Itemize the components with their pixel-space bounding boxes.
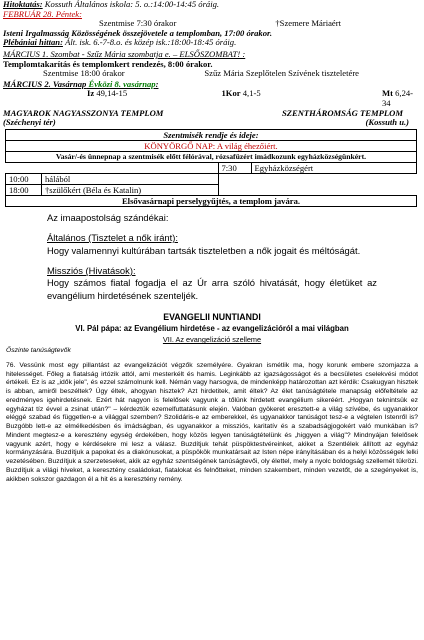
feb-28-mass-intention: †Szemere Máriaért (275, 18, 341, 29)
konyorgo-nap: KÖNYÖRGŐ NAP: A világ éhezőiért. (6, 140, 417, 151)
evangelii-subheading: Őszinte tanúságtevők (6, 347, 71, 355)
prayer-intentions (0, 212, 424, 302)
reading-3: Mt 6,24-34 (382, 88, 414, 108)
reading-1: Iz 49,14-15 (87, 88, 128, 99)
mission-intention-text: Hogy számos fiatal fogadja el az Úr arra szóló hivatását, hogy életüket az evangélium hirdetésének szenteljék. (47, 277, 377, 301)
feb-28-mass-time: Szentmise 7:30 órakor (99, 18, 177, 29)
schedule-title: Szentmisék rendje és ideje: (6, 129, 417, 140)
intentions-heading: Az imaapostolság szándékai: (47, 211, 169, 223)
church-left-location: (Széchenyi tér) (3, 117, 56, 128)
marc-2-title: MÁRCIUS 2. Vasárnap Évközi 8. vasárnap: (3, 78, 159, 89)
church-left-name: MAGYAROK NAGYASSZONYA TEMPLOM (3, 107, 164, 118)
hitoktatas-text: Kossuth Általános iskola: 5. o.:14:00-14:45 óráig. (42, 0, 220, 9)
schedule-time: 10:00 (6, 173, 42, 184)
general-intention-text: Hogy valamennyi kultúrában tartsák tiszteletben a nők jogait és méltóságát. (47, 244, 361, 256)
church-locations (3, 118, 421, 128)
evangelii-section (0, 311, 424, 484)
marc-2-sunday: Évközi 8. vasárnap (88, 78, 156, 89)
evangelii-subtitle: VI. Pál pápa: az Evangélium hirdetése - az evangelizációról a mai világban (75, 324, 349, 334)
reading-2: 1Kor 4,1-5 (221, 88, 261, 99)
mission-intention-title: Missziós (Hivatások): (47, 264, 136, 276)
schedule-footer: Elsővasárnapi perselygyűjtés, a templom javára. (6, 195, 417, 206)
announcements-header (0, 0, 424, 128)
general-intention-title: Általános (Tisztelet a nők iránt): (47, 232, 178, 244)
templomtakaritas: Templomtakarítás és templomkert rendezés, 8:00 órakor. (3, 58, 213, 69)
church-right-location: (Kossuth u.) (365, 117, 409, 128)
church-right-name: SZENTHÁROMSÁG TEMPLOM (281, 107, 403, 118)
isteni-irgalmassag: Isteni Irgalmasság Közösségének összejövetele a templomban, 17:00 órakor. (3, 27, 273, 38)
plebaniai-text: Ált. isk. 6.-7-8.o. és közép isk.:18:00-18:45 óráig. (62, 37, 237, 48)
mass-schedule-table (5, 129, 417, 207)
schedule-intention: †szülőkért (Béla és Katalin) (42, 184, 219, 195)
schedule-intention: Egyházközségért (251, 162, 417, 173)
readings (3, 89, 421, 108)
schedule-intention: hálából (42, 173, 219, 184)
schedule-row (6, 173, 417, 184)
vasarnap-note: Vasár/-és ünnepnap a szentmisék előtt félórával, rózsafüzért imádkozunk egyházközségünkért. (6, 151, 417, 162)
plebaniai-line (3, 38, 421, 48)
schedule-time: 18:00 (6, 184, 42, 195)
plebaniai-label: Plébániai hittan: (3, 37, 63, 48)
evangelii-body: 76. Vessünk most egy pillantást az evangelizációt végzők személyére. Gyakran ismétlik ma, hogy korunk embere szomjazza a hitelességet. Főleg a fiatalság irtózik attól, ami mesterkélt és hamis. Leginkább az igazságosságot és a becsületes cselekvési módot értékeli. Ez is az „idők jele", és ezzel számolnunk kell. Némán vagy harsogva, de mindenképp határozottan azt kérdik: Csakugyan hisztek is abban, amiről beszéltek? Úgy éltek, ahogyan hisztek? Azt hirdetitek, amit éltek? Az élet tanúságtétele manapság előfeltétele az eredményes igehirdetésnek. Ezért hát nagyon is felelősek vagyunk a tőlünk hirdetett evangélium sikeréért. „Hogyan teknintsük ez egyházat tíz évvel a zsinat után?" – kérdeztük ezemelfuttatásunk elején. Valóban gyökeret eresztett-e a világ szívébe, és ugyanakkor eléggé szabad és független-e a világgal szemben? Szolidáris-e az emberekkel, és ugyanakkor tanúságot tesz-e a végtelen Istenről is? Buzgóbb lett-e az elmélkedésben és imádságban, és ugyanakkor a missziós, karitatív és a szabadságjogokért való munkában is? Mindent megtesz-e a keresztény egység érdekében, hogy közös legyen tanúságtételünk és „higgyen a világ"? Mindnyájan felelősek vagyunk azért, hogy e kérdésekre mi lesz a válasz. Buzdítjuk tehát püspöktestvéreinket, akiket a Szentlélek állított az egyház kormányzására. Buzdítjuk a papokat és a diakónusokat, a püspökök munkatársait az Isten népe irányításában és a helyi közösségek lelki vezetésében. Buzdítjuk a szerzeteseket, akik az egyház szentségének tanúságtevői, oly élettel, mely a nyolc boldogság szellemét tükrözi. Buzdítjuk a világi híveket, a keresztény családokat, fiatalokat és felnőtteket, minden szakembert, minden vezetőt, de a szegényeket is, akikben sokszor gazdagon él a hit és a keresztény remény. (6, 361, 418, 483)
evangelii-title: EVANGELII NUNTIANDI (163, 312, 261, 323)
marc-1-mass-intention: Szűz Mária Szeplőtelen Szívének tiszteletére (204, 68, 359, 79)
hitoktatas-label: Hitoktatás: (3, 0, 43, 9)
marc-1-title: MÁRCIUS 1. Szombat - Szűz Mária szombatja e. – ELSŐSZOMBAT! : (3, 48, 246, 59)
feb-28-title: FEBRUÁR 28. Péntek: (3, 8, 82, 19)
marc-1-mass (3, 69, 421, 79)
church-names (3, 109, 421, 119)
schedule-row (6, 184, 417, 195)
schedule-time: 7:30 (218, 162, 251, 173)
schedule-row (6, 162, 417, 173)
marc-1-mass-time: Szentmise 18:00 órakor (43, 68, 125, 79)
marc-2-day: MÁRCIUS 2. Vasárnap (3, 78, 87, 89)
evangelii-section-title: VII. Az evangelizáció szelleme (162, 335, 262, 345)
